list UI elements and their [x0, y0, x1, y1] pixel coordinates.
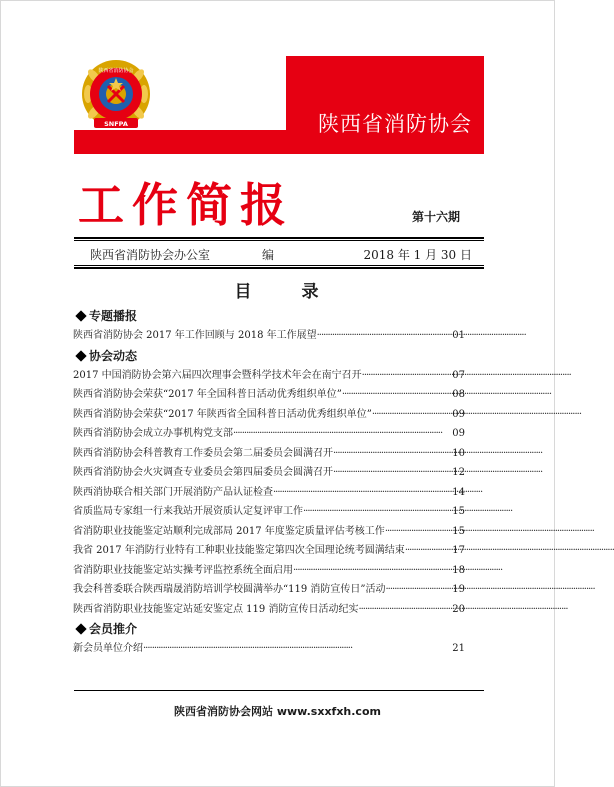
toc-section-label: 专题播报 [89, 309, 138, 323]
toc-section-heading [73, 306, 465, 326]
toc-dot-leader [333, 444, 451, 464]
toc-title: 目 录 [234, 282, 341, 302]
toc-dot-leader [303, 502, 451, 522]
toc-dot-leader [358, 600, 451, 620]
toc-entry-page: 09 [452, 428, 465, 439]
logo-text-top: 陕西省消防协会 [98, 68, 134, 74]
toc-section-label: 协会动态 [89, 348, 138, 363]
toc-entry-page: 15 [452, 525, 465, 537]
toc-entry[interactable] [73, 444, 465, 464]
toc-dot-leader [293, 561, 451, 581]
toc-entry[interactable] [73, 405, 465, 425]
toc-entry-page: 10 [452, 447, 465, 459]
banner-title: 陕西省消防协会 [318, 112, 472, 136]
toc-entry-page: 19 [452, 584, 465, 595]
toc-entry-page: 01 [452, 330, 465, 341]
toc-entry[interactable] [73, 561, 465, 581]
toc-section-heading [73, 619, 465, 639]
toc-entry-title: 我会科普委联合陕西瑞晟消防培训学校圆满举办“119 消防宣传日”活动 [73, 584, 386, 595]
toc-entry-title: 陕西省消防职业技能鉴定站延安鉴定点 119 消防宣传日活动纪实 [73, 603, 359, 615]
toc-dot-leader [372, 405, 451, 425]
toc-entry[interactable] [73, 366, 465, 386]
toc-dot-leader [233, 424, 451, 444]
toc-section-label: 会员推介 [89, 622, 138, 636]
toc-entry-page: 15 [452, 506, 465, 517]
diamond-bullet-icon [75, 623, 86, 634]
diamond-bullet-icon [75, 310, 86, 321]
toc-dot-leader [143, 639, 451, 659]
toc-entry-title: 陕西省消防协会 2017 年工作回顾与 2018 年工作展望 [73, 330, 317, 341]
toc-entry-title: 2017 中国消防协会第六届四次理事会暨科学技术年会在南宁召开 [73, 369, 362, 381]
toc-entry[interactable] [73, 639, 465, 659]
toc-entry-page: 18 [452, 564, 465, 576]
toc-entry-title: 省消防职业技能鉴定站实操考评监控系统全面启用 [73, 564, 293, 576]
report-title: 工作简报 [78, 178, 294, 232]
toc-dot-leader [362, 366, 452, 386]
footer-website[interactable]: 陕西省消防协会网站 www.sxxfxh.com [174, 705, 381, 718]
toc-dot-leader [385, 522, 451, 542]
toc-dot-leader [333, 463, 451, 483]
toc-entry-title: 陕西省消防协会成立办事机构党支部 [73, 428, 233, 439]
toc-entry[interactable] [73, 424, 465, 444]
logo-text-bottom: SNFPA [104, 120, 128, 128]
toc-entry-page: 21 [452, 643, 465, 654]
issue-number: 第十六期 [412, 210, 461, 224]
toc-dot-leader [342, 385, 451, 405]
toc-entry-page: 20 [452, 603, 465, 615]
toc-entry-page: 17 [452, 545, 465, 556]
toc-entry-page: 08 [452, 389, 465, 400]
toc-entry[interactable] [73, 463, 465, 483]
toc-entry-page: 14 [452, 486, 465, 498]
association-logo [80, 58, 152, 130]
toc-entry-title: 省消防职业技能鉴定站顺利完成部局 2017 年度鉴定质量评估考核工作 [73, 525, 385, 537]
toc-entry[interactable] [73, 502, 465, 522]
editor-organization: 陕西省消防协会办公室 [90, 248, 211, 262]
toc-entry[interactable] [73, 522, 465, 542]
toc-entry-title: 陕西省消防协会科普教育工作委员会第二届委员会圆满召开 [73, 447, 333, 459]
toc-entry-title: 省质监局专家组一行来我站开展资质认定复评审工作 [73, 506, 303, 517]
masthead-rule-top-thin [74, 240, 484, 241]
toc-dot-leader [273, 483, 451, 503]
toc-entry-title: 我省 2017 年消防行业特有工种职业技能鉴定第四次全国理论统考圆满结束 [73, 545, 405, 556]
toc-entry[interactable] [73, 580, 465, 600]
toc-dot-leader [317, 326, 452, 346]
toc-entry[interactable] [73, 385, 465, 405]
toc-entry-page: 09 [452, 408, 465, 420]
masthead-rule-top [74, 237, 484, 239]
table-of-contents [73, 306, 465, 659]
toc-entry-title: 陕西省消防协会火灾调查专业委员会第四届委员会圆满召开 [73, 467, 333, 478]
toc-entry-title: 陕西省消防协会荣获“2017 年陕西省全国科普日活动优秀组织单位” [73, 408, 372, 420]
masthead-rule-bottom-thick [74, 267, 484, 269]
toc-section-heading [73, 346, 465, 366]
toc-entry[interactable] [73, 483, 465, 503]
toc-entry-title: 陕西消协联合相关部门开展消防产品认证检查 [73, 486, 273, 498]
toc-entry-page: 12 [452, 467, 465, 478]
toc-entry[interactable] [73, 326, 465, 346]
edit-label: 编 [262, 248, 275, 262]
toc-entry[interactable] [73, 541, 465, 561]
toc-entry-page: 07 [452, 369, 465, 381]
issue-date: 2018 年 1 月 30 日 [363, 248, 472, 262]
diamond-bullet-icon [75, 350, 86, 361]
toc-entry-title: 陕西省消防协会荣获“2017 年全国科普日活动优秀组织单位” [73, 389, 342, 400]
toc-dot-leader [386, 580, 452, 600]
masthead-rule-bottom [74, 265, 484, 266]
toc-dot-leader [405, 541, 451, 561]
toc-entry-title: 新会员单位介绍 [73, 643, 143, 654]
footer-rule [74, 690, 484, 691]
toc-entry[interactable] [73, 600, 465, 620]
